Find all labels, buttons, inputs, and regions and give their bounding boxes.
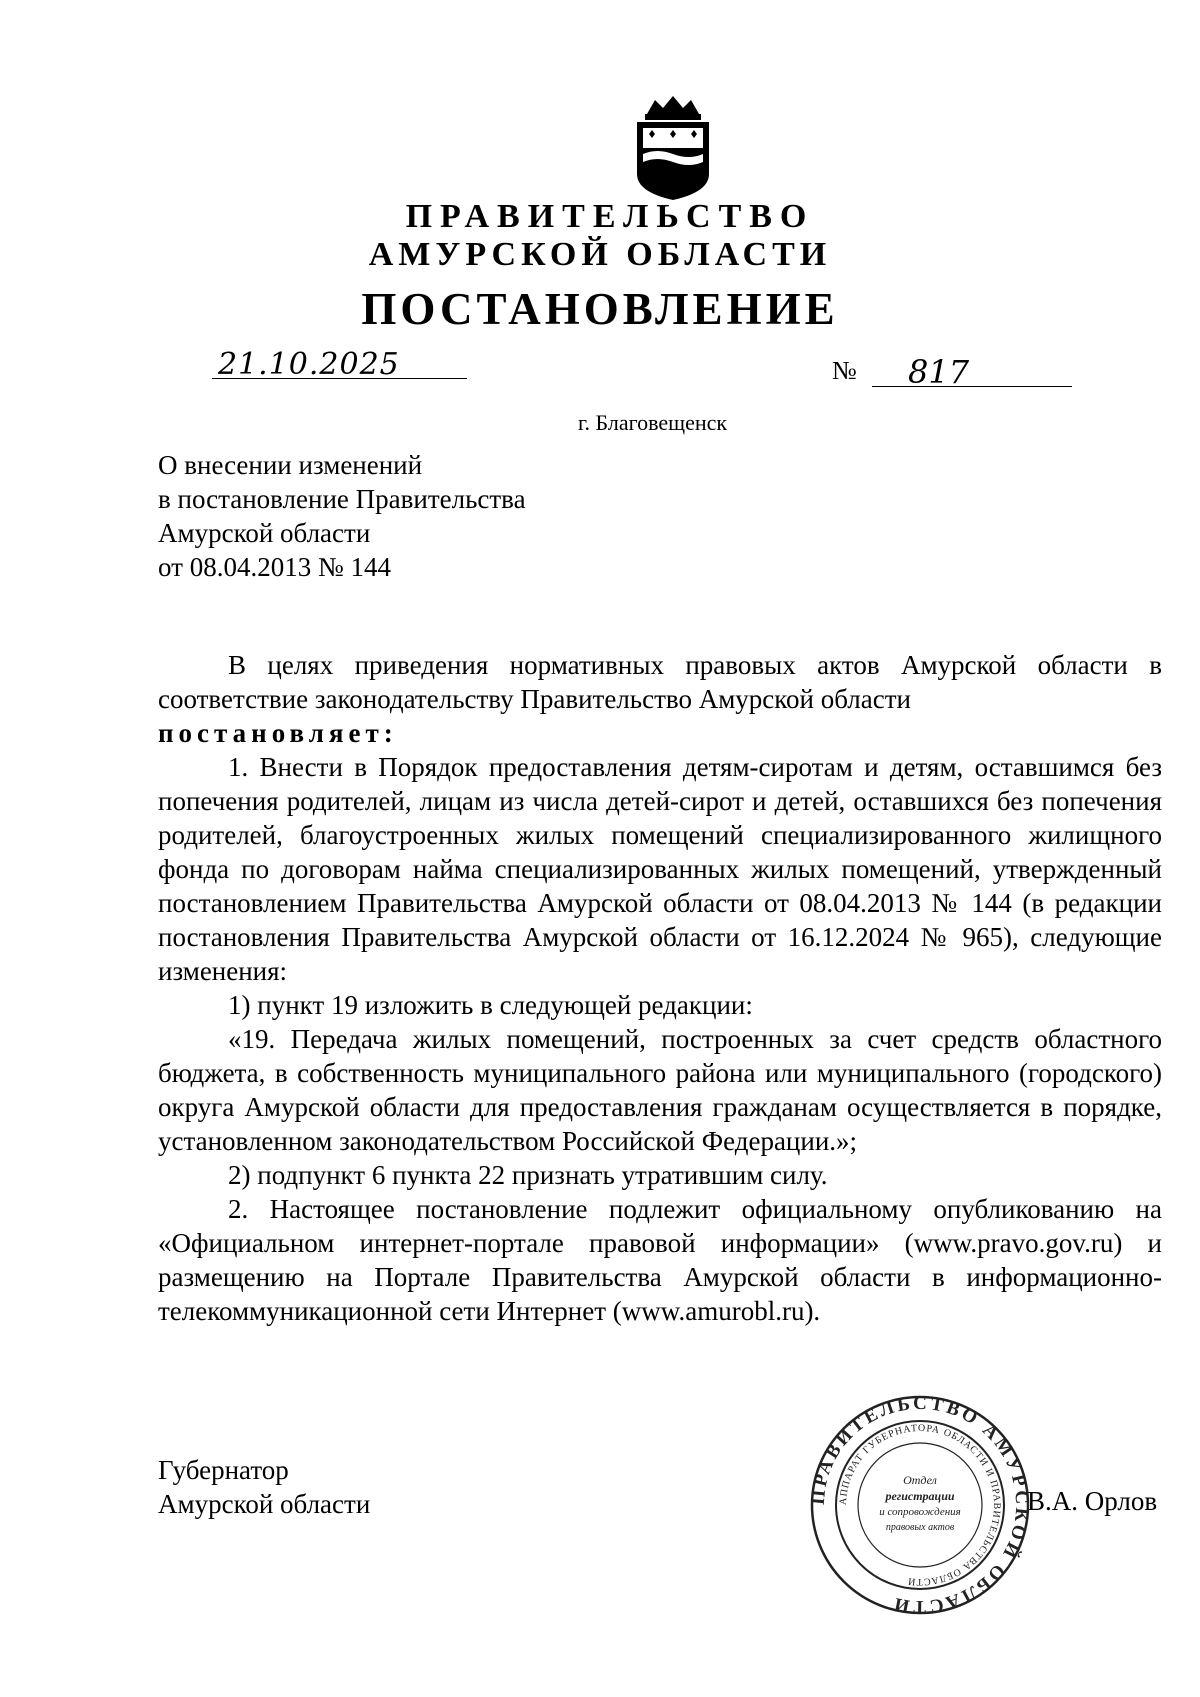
item-1-paragraph: 1. Внести в Порядок предоставления детям-сиротам и детям, оставшимся без попечения родителей, лицам из числа детей-сирот и детей, оставшихся без попечения родителей, благоустроенных жилых помещений специализированного жилищного фонда по договорам найма специализированных жилых помещений, утвержденный постановлением Правительства Амурской области от 08.04.2013 № 144 (в редакции постановления Правительства Амурской области от 16.12.2024 № 965), следующие изменения: [158,752,1162,986]
number-underline [872,386,1072,387]
government-title: ПРАВИТЕЛЬСТВО [405,198,815,235]
document-type-title: ПОСТАНОВЛЕНИЕ [361,284,839,334]
number-sign: № [832,356,857,385]
item-1-subitem-2: 2) подпункт 6 пункта 22 признать утратившим силу. [228,1160,828,1190]
svg-text:АППАРАТ ГУБЕРНАТОРА ОБЛАСТИ И: АППАРАТ ГУБЕРНАТОРА ОБЛАСТИ И ПРАВИТЕЛЬСТВА ОБЛАСТИ [837,1422,1003,1588]
subject-line: в постановление Правительства [158,484,526,514]
resolves-keyword: постановляет: [158,718,398,748]
document-date: 21.10.2025 [218,347,400,382]
subject-line: О внесении изменений [158,450,423,480]
position-line: Губернатор [158,1455,289,1485]
coat-of-arms-emblem [625,92,721,202]
region-title: АМУРСКОЙ ОБЛАСТИ [368,236,832,273]
official-seal-stamp [806,1394,1034,1616]
item-2-paragraph: 2. Настоящее постановление подлежит официальному опубликованию на «Официальном интернет-портале правовой информации» (www.pravo.gov.ru) и размещению на Портале Правительства Амурской области в информационно-телекоммуникационной сети Интернет (www.amurobl.ru). [158,1194,1162,1326]
subject-line: Амурской области [158,518,371,548]
city-label: г. Благовещенск [578,410,728,435]
document-body [158,648,1162,1328]
svg-text:Отдел: Отдел [903,1473,937,1487]
preamble-paragraph: В целях приведения нормативных правовых актов Амурской области в соответствие законодательству Правительство Амурской области [158,650,1162,714]
date-underline [212,378,467,379]
svg-text:ПРАВИТЕЛЬСТВО АМУРСКОЙ ОБЛАСТИ: ПРАВИТЕЛЬСТВО АМУРСКОЙ ОБЛАСТИ [807,1394,1033,1616]
svg-text:регистрации: регистрации [885,1489,955,1503]
signatory-name: В.А. Орлов [1027,1486,1158,1516]
svg-text:правовых актов: правовых актов [885,1522,955,1533]
document-number: 817 [908,353,970,391]
item-1-subitem-1: 1) пункт 19 изложить в следующей редакции: [228,990,753,1020]
svg-text:и сопровождения: и сопровождения [879,1506,961,1518]
document-subject [158,448,526,584]
subject-line: от 08.04.2013 № 144 [158,552,391,582]
item-1-quoted-text: «19. Передача жилых помещений, построенных за счет средств областного бюджета, в собственность муниципального района или муниципального (городского) округа Амурской области для предоставления гражданам осуществляется в порядке, установленном законодательством Российской Федерации.»; [158,1024,1162,1156]
signatory-position [158,1453,370,1521]
position-line: Амурской области [158,1489,371,1519]
